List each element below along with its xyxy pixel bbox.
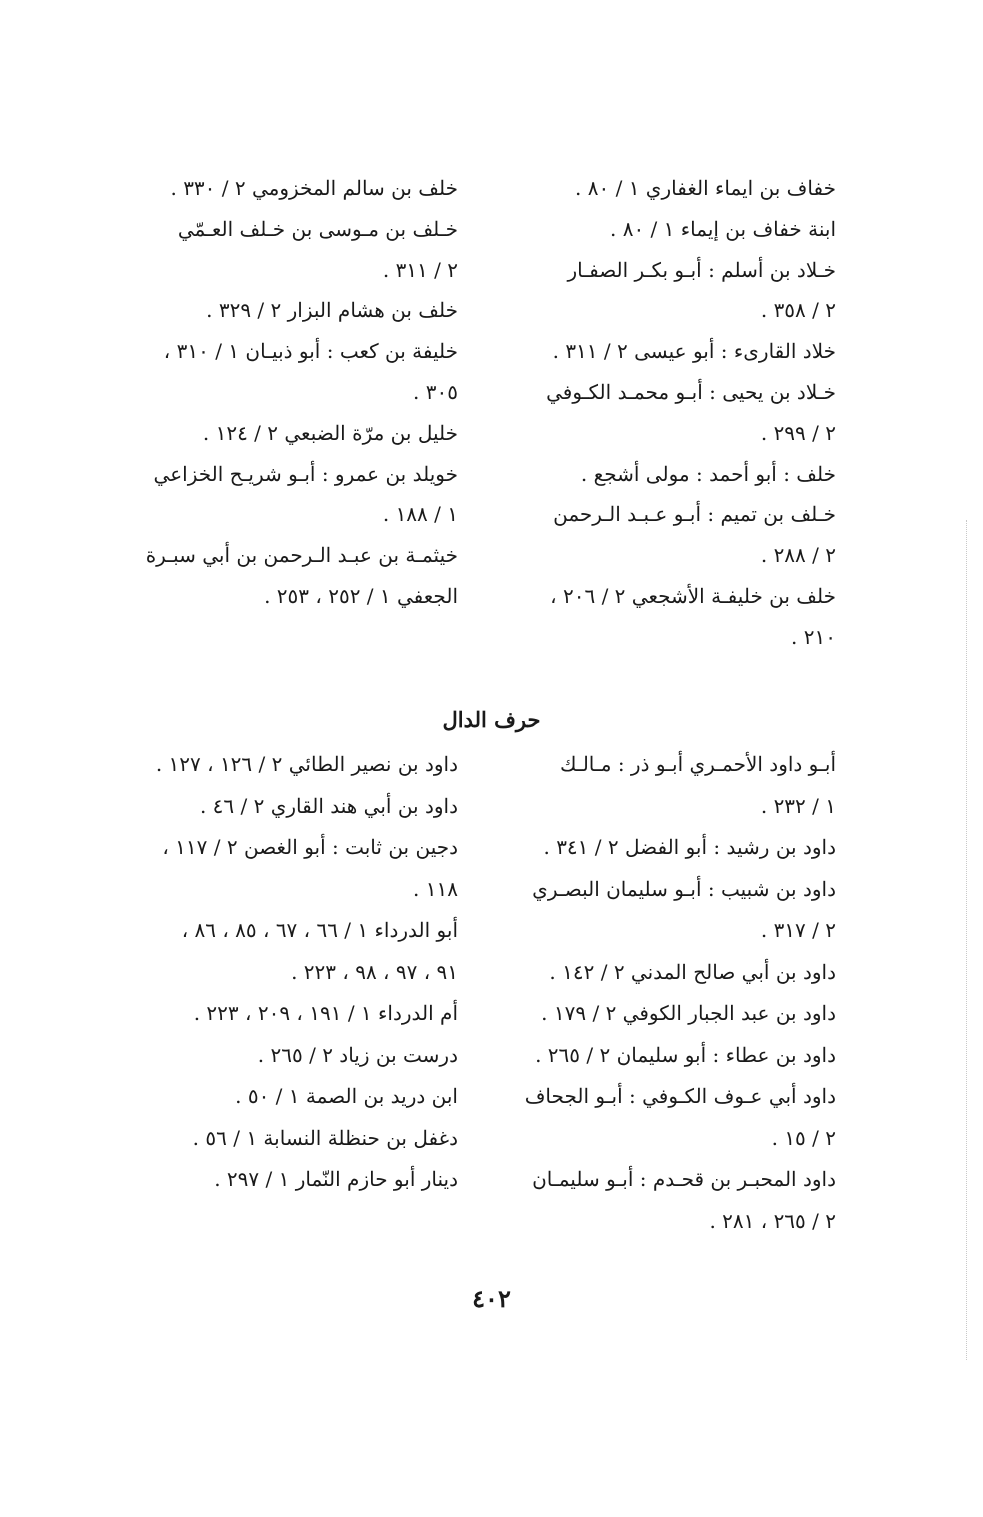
index-entry: ٩١ ، ٩٧ ، ٩٨ ، ٢٢٣ . — [291, 959, 458, 984]
section-kha — [120, 168, 836, 658]
index-entry: خلف بن خليفـة الأشجعي ٢ / ٢٠٦ ، — [550, 583, 836, 608]
index-entry: ٢ / ٢٨٨ . — [760, 543, 836, 568]
index-entry: داود المحبـر بن قحـدم : أبـو سليمـان — [532, 1167, 836, 1191]
index-entry: ابنة خفاف بن إيماء ١ / ٨٠ . — [610, 216, 836, 241]
index-entry: خلف : أبو أحمد : مولى أشجع . — [580, 461, 836, 486]
index-entry: ٢ / ٢٩٩ . — [760, 420, 836, 445]
kha-left-column — [120, 168, 458, 658]
index-entry: ٣٠٥ . — [413, 379, 458, 404]
index-entry: داود بن أبي صالح المدني ٢ / ١٤٢ . — [549, 959, 836, 984]
index-entry: ٢ / ١٥ . — [771, 1125, 836, 1150]
index-entry: ١١٨ . — [413, 876, 458, 901]
index-entry: خـلف بن مـوسى بن خـلف العـمّي — [177, 216, 458, 241]
index-entry: داود بن عطاء : أبو سليمان ٢ / ٢٦٥ . — [535, 1042, 836, 1067]
index-entry: دغفل بن حنظلة النسابة ١ / ٥٦ . — [192, 1125, 458, 1150]
dal-left-column — [120, 744, 458, 1242]
index-entry: أبـو داود الأحمـري أبـو ذر : مـالـك — [559, 752, 836, 776]
section-dal — [120, 744, 836, 1242]
index-entry: دينار أبو حازم النّمار ١ / ٢٩٧ . — [214, 1167, 458, 1191]
index-entry: دجين بن ثابت : أبو الغصن ٢ / ١١٧ ، — [162, 835, 458, 859]
index-entry: ٢ / ٣١١ . — [382, 257, 458, 282]
index-entry: ١ / ١٨٨ . — [382, 502, 458, 527]
index-entry: خـلاد بن أسلم : أبـو بكـر الصفـار — [567, 257, 836, 282]
section-heading-dal: حرف الدال — [442, 707, 541, 732]
index-entry: ٢١٠ . — [791, 624, 836, 649]
index-entry: الجعفي ١ / ٢٥٢ ، ٢٥٣ . — [264, 583, 458, 608]
index-entry: خلف بن هشام البزار ٢ / ٣٢٩ . — [206, 298, 458, 323]
index-entry: داود بن شبيب : أبـو سليمان البصـري — [532, 876, 836, 901]
index-entry: خلاد القارىء : أبو عيسى ٢ / ٣١١ . — [552, 339, 836, 364]
index-entry: خلف بن سالم المخزومي ٢ / ٣٣٠ . — [170, 176, 458, 200]
index-entry: داود بن عبد الجبار الكوفي ٢ / ١٧٩ . — [541, 1001, 836, 1025]
index-entry: داود أبي عـوف الكـوفي : أبـو الجحاف — [524, 1084, 836, 1108]
index-entry: داود بن أبي هند القاري ٢ / ٤٦ . — [199, 793, 458, 818]
index-entry: أبو الدرداء ١ / ٦٦ ، ٦٧ ، ٨٥ ، ٨٦ ، — [181, 918, 458, 942]
scan-edge-line — [966, 520, 968, 1360]
index-entry: خيثمـة بن عبـد الـرحمن بن أبي سبـرة — [145, 543, 458, 568]
kha-right-column — [498, 168, 836, 658]
index-entry: ١ / ٢٣٢ . — [760, 793, 836, 818]
index-entry: أم الدرداء ١ / ١٩١ ، ٢٠٩ ، ٢٢٣ . — [193, 1001, 458, 1025]
index-entry: داود بن رشيد : أبو الفضل ٢ / ٣٤١ . — [543, 835, 836, 859]
index-entry: خفاف بن ايماء الغفاري ١ / ٨٠ . — [575, 176, 836, 200]
index-entry: خـلاد بن يحيى : أبـو محمـد الكـوفي — [546, 379, 836, 404]
page-number: ٤٠٢ — [472, 1284, 511, 1313]
index-entry: خليل بن مرّة الضبعي ٢ / ١٢٤ . — [202, 420, 458, 445]
index-entry: ابن دريد بن الصمة ١ / ٥٠ . — [235, 1084, 458, 1108]
index-entry: داود بن نصير الطائي ٢ / ١٢٦ ، ١٢٧ . — [155, 752, 458, 776]
index-entry: خويلد بن عمرو : أبـو شريـح الخزاعي — [153, 461, 458, 486]
index-entry: ٢ / ٣١٧ . — [760, 918, 836, 942]
index-entry: ٢ / ٣٥٨ . — [760, 298, 836, 323]
index-entry: خليفة بن كعب : أبو ذبيـان ١ / ٣١٠ ، — [163, 339, 458, 364]
index-entry: خـلف بن تميم : أبـو عـبـد الـرحمن — [553, 502, 836, 527]
index-entry: درست بن زياد ٢ / ٢٦٥ . — [257, 1042, 458, 1067]
index-entry: ٢ / ٢٦٥ ، ٢٨١ . — [709, 1208, 836, 1233]
dal-right-column — [498, 744, 836, 1242]
